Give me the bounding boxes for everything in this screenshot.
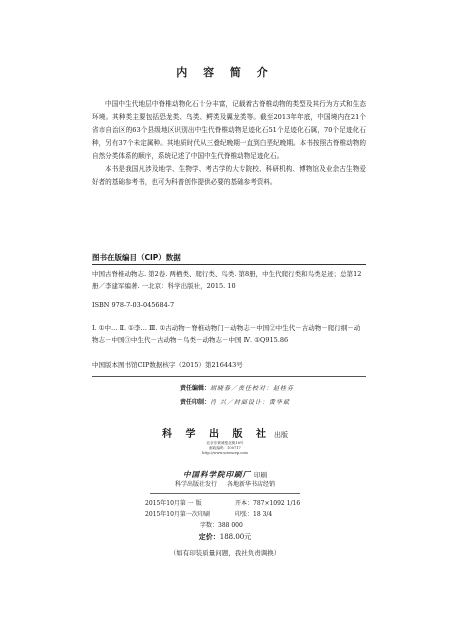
publisher-website: http://www.sciencep.com <box>202 451 248 455</box>
cip-record-number: 中国版本图书馆CIP数据核字（2015）第216443号 <box>92 361 243 369</box>
printer-logo: 中国科学院印刷厂 <box>183 470 251 479</box>
intro-paragraph: 本书是我国凡涉及地学、生物学、考古学的大专院校、科研机构、博物馆及业余古生物爱好者的基础参考书，也可为科普创作提供必要的基础参考资料。 <box>92 165 366 186</box>
spec-format: 开本：787×1092 1/16 <box>235 500 301 507</box>
staff-label: 责任印制： <box>180 399 211 406</box>
printer-suffix: 印刷 <box>254 471 267 479</box>
cip-heading: 图书在版编目（CIP）数据 <box>92 253 181 262</box>
quality-notice: （如有印装质量问题，我社负责调换） <box>169 549 281 557</box>
intro-body <box>92 98 366 189</box>
staff-line-production <box>180 397 290 406</box>
intro-paragraph: 中国中生代地层中脊椎动物化石十分丰富，记载着古脊椎动物的类型及其行为方式和生态环境。其种类主要包括恐龙类、鸟类、鳄类及翼龙类等。截至2013年年底，中国境内在21个省市自治区的63个县级地区识别出中生代脊椎动物足迹化石51个足迹化石属，70个足迹化石种，另有37个未定属种。其地质时代从三叠纪晚期一直到白垩纪晚期。本书按照古脊椎动物的自然分类体系的顺序，系统记述了中国中生代脊椎动物足迹化石。 <box>92 100 366 160</box>
publisher-suffix: 出版 <box>273 431 288 439</box>
price-value: 188.00元 <box>219 533 252 541</box>
cip-divider <box>92 264 366 265</box>
publisher-address: 北京东黄城根北街16号 <box>206 441 244 445</box>
spec-sheets: 印张：18 3/4 <box>235 511 273 518</box>
specs-divider <box>150 493 300 494</box>
staff-value: 肖 兴／封面设计：黄华斌 <box>210 399 290 406</box>
spec-printing: 2015年10月第一次印刷 <box>145 511 210 518</box>
cip-description: 中国古脊椎动物志. 第2卷. 两栖类、爬行类、鸟类. 第8册，中生代爬行类和鸟类足迹；总第12册／李建军编著. 一北京：科学出版社，2015. 10 <box>92 270 362 290</box>
staff-value: 胡晓春／责任校对：赵桂芬 <box>210 385 295 392</box>
price-label: 定价： <box>198 533 220 541</box>
spec-row-printing <box>145 509 345 518</box>
publisher-postcode: 邮政编码：100717 <box>209 446 241 450</box>
distribution-line <box>0 479 450 488</box>
spec-words: 字数：388 000 <box>200 522 243 529</box>
staff-label: 责任编辑： <box>180 385 211 392</box>
cip-subjects: Ⅰ. ①中… Ⅱ. ①李… Ⅲ. ①古动物－脊椎动物门－动物志－中国②中生代－古动物－爬行纲－动物志－中国③中生代－古动物－鸟类－动物志－中国 Ⅳ. ①Q915.86 <box>92 324 361 344</box>
intro-title: 内 容 简 介 <box>176 66 274 79</box>
cip-divider-bottom <box>92 376 366 377</box>
publisher-line <box>0 422 450 441</box>
spec-edition: 2015年10月第 一 版 <box>145 500 202 507</box>
price-line <box>0 532 450 542</box>
distributor: 科学出版社发行 <box>174 481 217 488</box>
stores: 各地新华书店经销 <box>227 481 276 488</box>
staff-line-editor <box>180 383 294 392</box>
publisher-logo: 科 学 出 版 社 <box>162 429 271 440</box>
spec-row-edition <box>145 498 345 507</box>
cip-isbn: ISBN 978-7-03-045684-7 <box>92 301 175 309</box>
